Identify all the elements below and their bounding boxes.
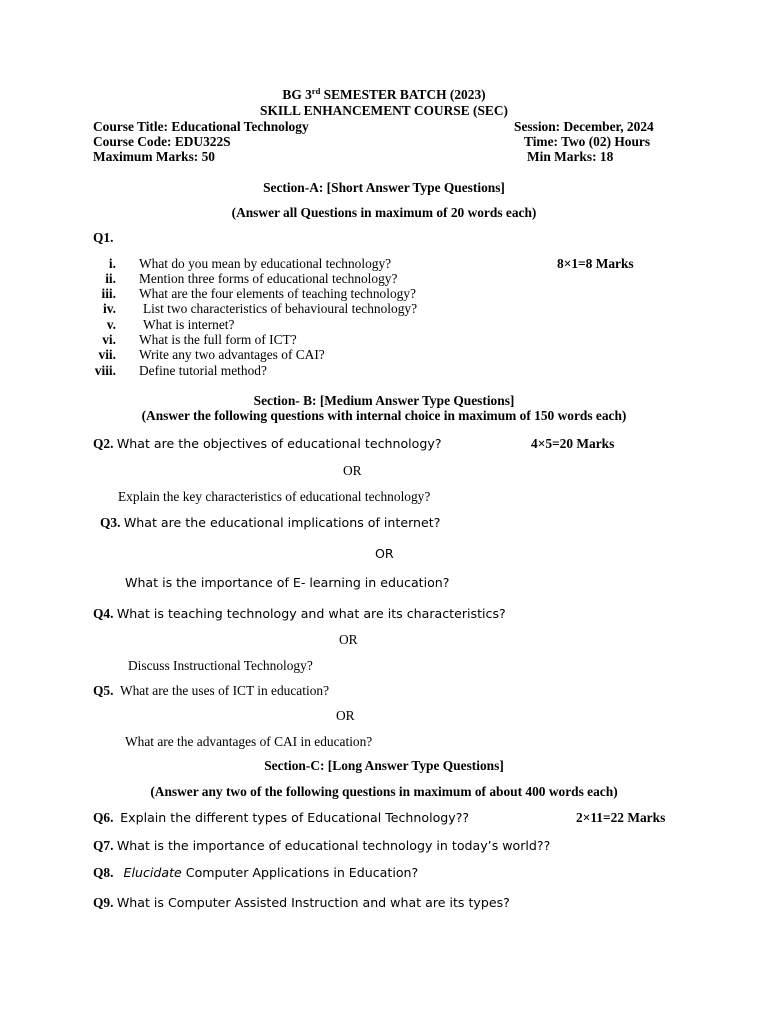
q1-item-number: vii. bbox=[98, 347, 116, 362]
q5-alternative: What are the advantages of CAI in education? bbox=[125, 734, 373, 749]
q1-item-number: iii. bbox=[101, 286, 116, 301]
question-q8: Q8. Elucidate Computer Applications in Education? bbox=[93, 865, 419, 880]
section-a-instruction: (Answer all Questions in maximum of 20 words each) bbox=[231, 205, 537, 220]
section-b-marks: 4×5=20 Marks bbox=[531, 436, 615, 451]
batch-title: BG 3rd SEMESTER BATCH (2023) bbox=[282, 86, 486, 102]
question-q2: Q2. What are the objectives of educational technology? bbox=[93, 436, 442, 451]
section-c-title: Section-C: [Long Answer Type Questions] bbox=[264, 758, 504, 773]
maximum-marks: Maximum Marks: 50 bbox=[93, 149, 215, 164]
course-code: Course Code: EDU322S bbox=[93, 134, 231, 149]
q1-item-text: What is internet? bbox=[143, 317, 235, 332]
q1-item-text: Write any two advantages of CAI? bbox=[139, 347, 325, 362]
q1-item-text: Mention three forms of educational technology? bbox=[139, 271, 398, 286]
or-separator: OR bbox=[339, 632, 358, 647]
section-c-marks: 2×11=22 Marks bbox=[576, 810, 666, 825]
q1-item-number: v. bbox=[106, 317, 116, 332]
q1-item-text: What do you mean by educational technology? bbox=[139, 256, 392, 271]
section-a-marks: 8×1=8 Marks bbox=[557, 256, 634, 271]
question-q4: Q4. What is teaching technology and what are its characteristics? bbox=[93, 606, 506, 621]
q1-item-text: What is the full form of ICT? bbox=[139, 332, 297, 347]
section-a-title: Section-A: [Short Answer Type Questions] bbox=[263, 180, 505, 195]
question-q9: Q9. What is Computer Assisted Instruction and what are its types? bbox=[93, 895, 510, 910]
section-b-title: Section- B: [Medium Answer Type Questions] bbox=[253, 393, 515, 408]
question-q5: Q5. What are the uses of ICT in education? bbox=[93, 683, 330, 698]
q2-alternative: Explain the key characteristics of educational technology? bbox=[118, 489, 431, 504]
question-q7: Q7. What is the importance of educational technology in today’s world?? bbox=[93, 838, 551, 853]
minimum-marks: Min Marks: 18 bbox=[527, 149, 614, 164]
question-q6: Q6. Explain the different types of Educational Technology?? bbox=[93, 810, 470, 825]
course-title: Course Title: Educational Technology bbox=[93, 119, 309, 134]
section-b-instruction: (Answer the following questions with internal choice in maximum of 150 words each) bbox=[141, 408, 627, 423]
or-separator: OR bbox=[375, 546, 394, 561]
question-q3: Q3. What are the educational implications of internet? bbox=[100, 515, 441, 530]
q1-label: Q1. bbox=[93, 230, 114, 245]
session: Session: December, 2024 bbox=[514, 119, 654, 134]
q1-item-number: iv. bbox=[102, 301, 116, 316]
or-separator: OR bbox=[336, 708, 355, 723]
q4-alternative: Discuss Instructional Technology? bbox=[128, 658, 313, 673]
q3-alternative: What is the importance of E- learning in education? bbox=[125, 575, 450, 590]
q1-item-number: i. bbox=[108, 256, 116, 271]
q1-item-number: viii. bbox=[94, 363, 116, 378]
q1-item-text: Define tutorial method? bbox=[139, 363, 267, 378]
time-allowed: Time: Two (02) Hours bbox=[524, 134, 651, 149]
course-type: SKILL ENHANCEMENT COURSE (SEC) bbox=[260, 103, 508, 118]
q1-item-text: List two characteristics of behavioural technology? bbox=[143, 301, 418, 316]
section-c-instruction: (Answer any two of the following questions in maximum of about 400 words each) bbox=[150, 784, 618, 799]
q1-item-text: What are the four elements of teaching technology? bbox=[139, 286, 416, 301]
q1-item-number: ii. bbox=[105, 271, 116, 286]
or-separator: OR bbox=[343, 463, 362, 478]
q1-item-number: vi. bbox=[102, 332, 116, 347]
